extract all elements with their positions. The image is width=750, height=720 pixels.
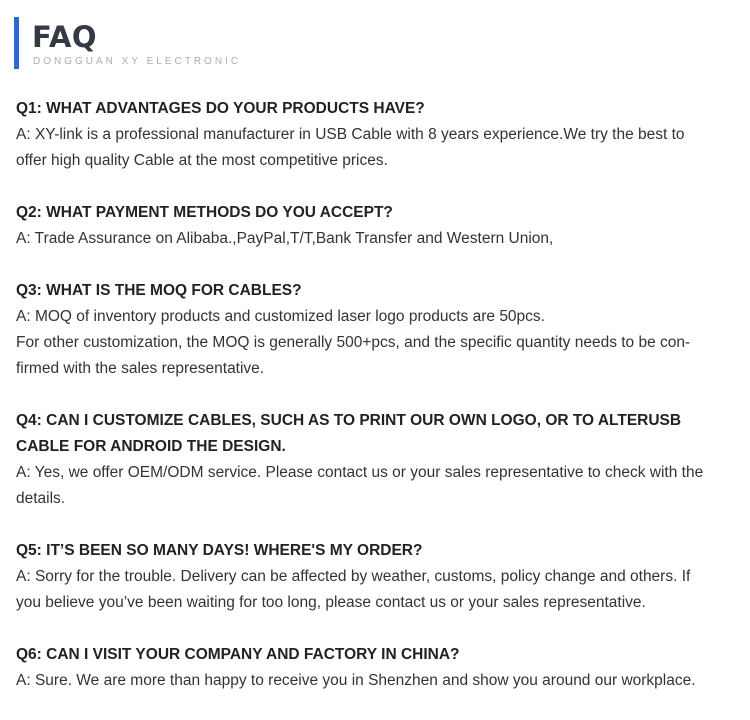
faq-item-q6 — [16, 642, 736, 694]
faq-answer: A: MOQ of inventory products and customized laser logo products are 50pcs. For other customization, the MOQ is generally 500+pcs, and the specific quantity needs to be con- firmed with the sales representative. — [16, 308, 691, 377]
faq-question: Q4: CAN I CUSTOMIZE CABLES, SUCH AS TO PRINT OUR OWN LOGO, OR TO ALTERUSB CABLE FOR ANDROID THE DESIGN. — [16, 412, 682, 455]
faq-answer: A: Sure. We are more than happy to receive you in Shenzhen and show you around our workplace. — [16, 672, 696, 689]
company-subtitle: DONGGUAN XY ELECTRONIC — [33, 56, 242, 67]
accent-bar — [14, 17, 19, 69]
faq-header — [14, 17, 414, 69]
faq-answer: A: Sorry for the trouble. Delivery can be affected by weather, customs, policy change and others. If you believe you’ve been waiting for too long, please contact us or your sales representative. — [16, 568, 691, 611]
page-title: FAQ — [32, 20, 98, 54]
faq-item-q1 — [16, 96, 736, 174]
faq-list — [16, 96, 736, 720]
faq-answer: A: Yes, we offer OEM/ODM service. Please contact us or your sales representative to check with the details. — [16, 464, 704, 507]
faq-item-q3 — [16, 278, 736, 382]
faq-question: Q5: IT’S BEEN SO MANY DAYS! WHERE'S MY ORDER? — [16, 542, 423, 559]
faq-question: Q2: WHAT PAYMENT METHODS DO YOU ACCEPT? — [16, 204, 393, 221]
faq-answer: A: XY-link is a professional manufacturer in USB Cable with 8 years experience.We try the best to offer high quality Cable at the most competitive prices. — [16, 126, 685, 169]
faq-item-q4 — [16, 408, 736, 512]
faq-question: Q6: CAN I VISIT YOUR COMPANY AND FACTORY IN CHINA? — [16, 646, 460, 663]
faq-question: Q1: WHAT ADVANTAGES DO YOUR PRODUCTS HAVE? — [16, 100, 425, 117]
faq-question: Q3: WHAT IS THE MOQ FOR CABLES? — [16, 282, 302, 299]
faq-item-q5 — [16, 538, 736, 616]
faq-answer: A: Trade Assurance on Alibaba.,PayPal,T/T,Bank Transfer and Western Union, — [16, 230, 554, 247]
faq-item-q2 — [16, 200, 736, 252]
